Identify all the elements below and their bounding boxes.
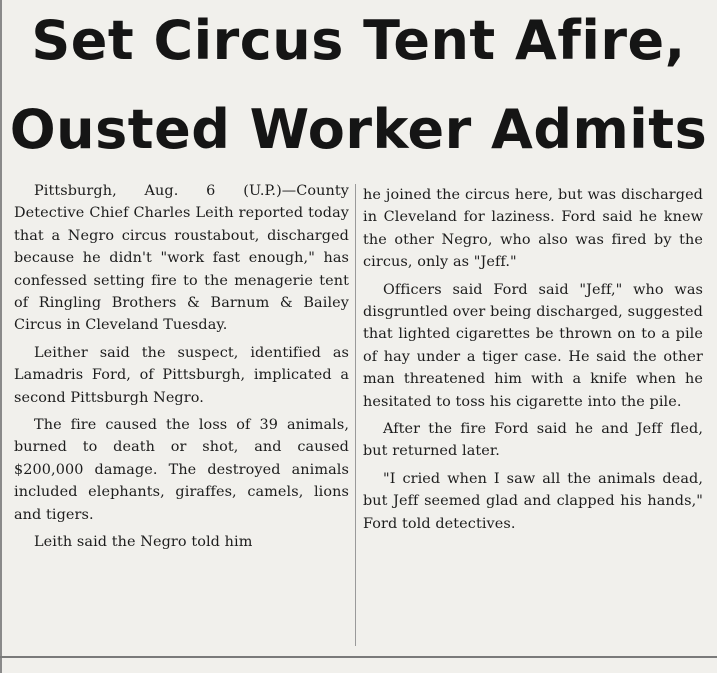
article-paragraph: Leither said the suspect, identified as Lamadris Ford, of Pittsburgh, implicated a second Pittsburgh Negro. — [14, 344, 349, 406]
article-paragraph: Pittsburgh, Aug. 6 (U.P.)—County Detective Chief Charles Leith reported today that a Negro circus roustabout, discharged because he didn't "work fast enough," has confessed setting fire to the menagerie tent of Ringling Brothers & Barnum & Bailey Circus in Cleveland Tuesday. — [14, 183, 349, 334]
column-divider — [355, 184, 356, 646]
headline-line-2: Ousted Worker Admits — [9, 98, 708, 161]
article-paragraph: After the fire Ford said he and Jeff fled, but returned later. — [363, 421, 703, 460]
bottom-rule — [0, 656, 717, 658]
article-paragraph: "I cried when I saw all the animals dead, but Jeff seemed glad and clapped his hands," Ford told detectives. — [363, 470, 703, 532]
article-paragraph: The fire caused the loss of 39 animals, burned to death or shot, and caused $200,000 damage. The destroyed animals included elephants, giraffes, camels, lions and tigers. — [14, 417, 349, 523]
article-paragraph-continued: he joined the circus here, but was discharged in Cleveland for laziness. Ford said he knew the other Negro, who also was fired by the circus, only as "Jeff." — [363, 187, 703, 271]
article-column-left — [14, 180, 349, 559]
article-paragraph: Officers said Ford said "Jeff," who was disgruntled over being discharged, suggested that lighted cigarettes be thrown on to a pile of hay under a tiger case. He said the other man threatened him with a knife when he hesitated to toss his cigarette into the pile. — [363, 281, 703, 410]
article-column-right — [363, 184, 703, 540]
article-paragraph: Leith said the Negro told him — [34, 534, 253, 551]
headline-line-1: Set Circus Tent Afire, — [31, 9, 686, 72]
page-edge — [0, 0, 2, 673]
